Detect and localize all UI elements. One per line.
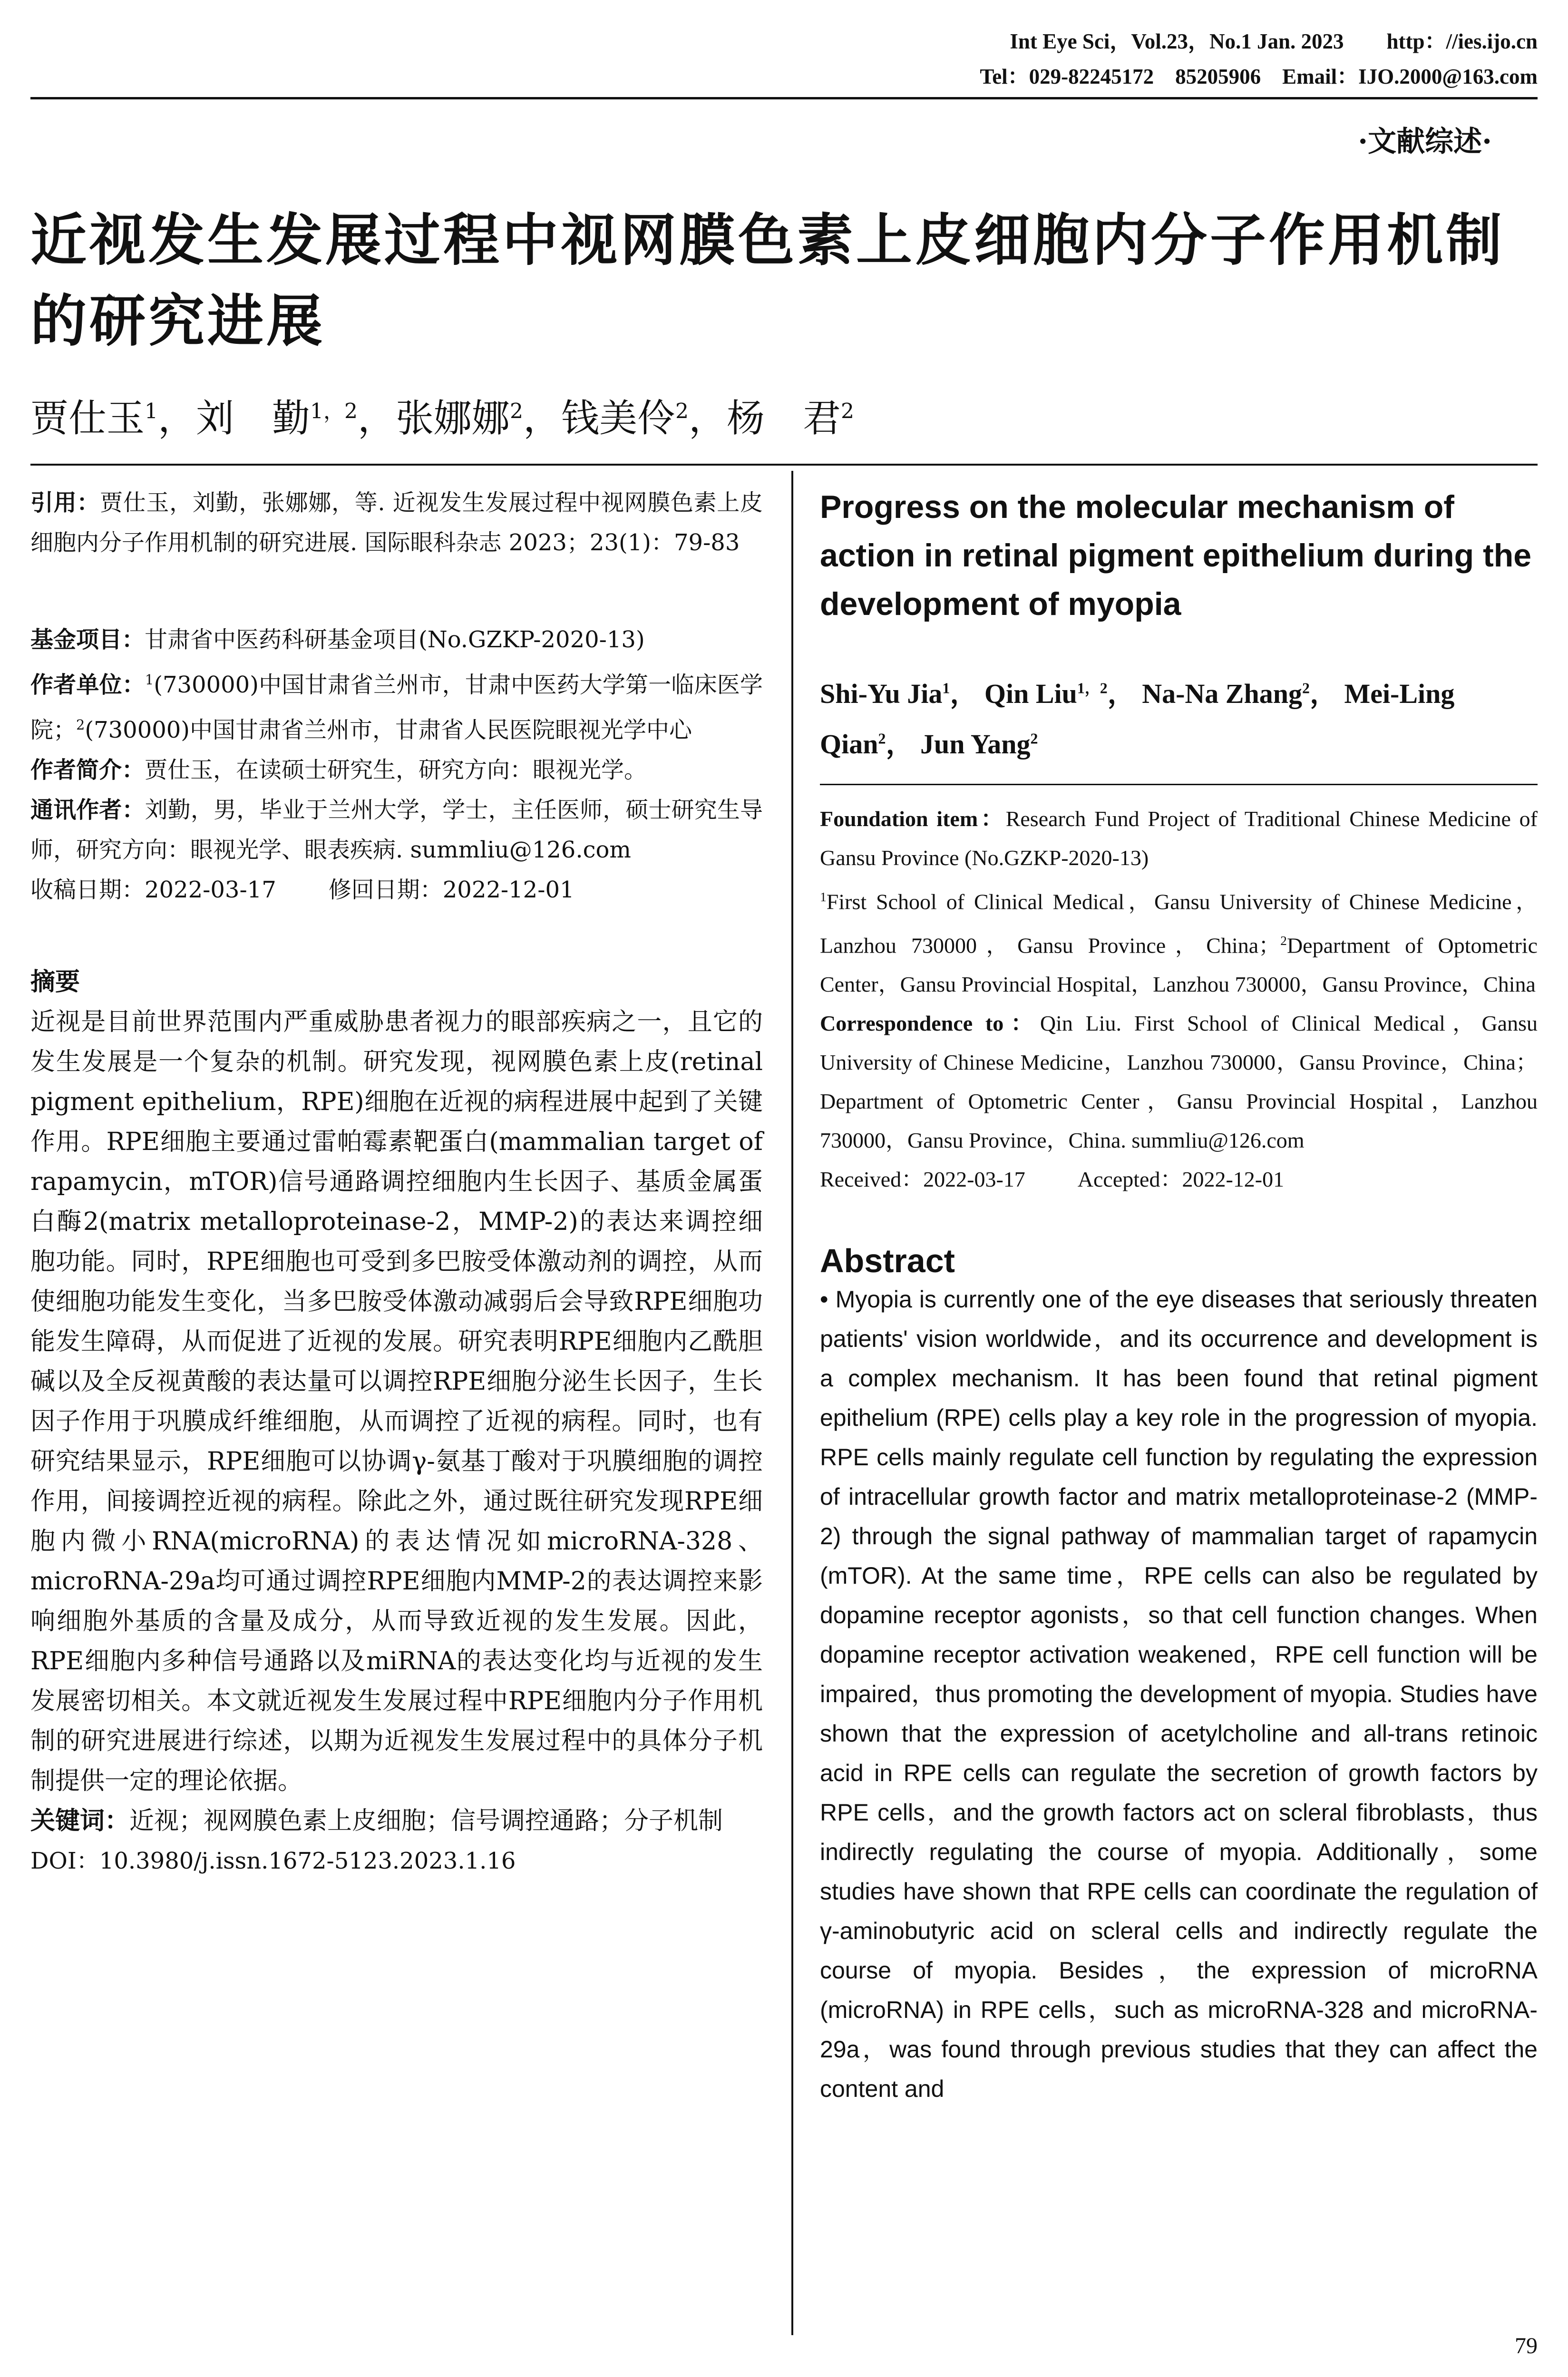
corresponding-author: 通讯作者：刘勤，男，毕业于兰州大学，学士，主任医师，硕士研究生导师，研究方向：眼视光学、眼表疾病. summliu@126.com [30,797,763,863]
left-column [30,483,763,1881]
abstract-body-en: • Myopia is currently one of the eye diseases that seriously threaten patients' vision worldwide，and its occurrence and development is a complex mechanism. It has been found that retinal pigment epithelium (RPE) cells play a key role in the progression of myopia. RPE cells mainly regulate cell function by regulating the expression of intracellular growth factor and matrix metalloproteinase-2 (MMP-2) through the signal pathway of mammalian target of rapamycin (mTOR). At the same time，RPE cells can also be regulated by dopamine receptor agonists，so that cell function changes. When dopamine receptor activation weakened，RPE cell function will be impaired，thus promoting the development of myopia. Studies have shown that the expression of acetylcholine and all-trans retinoic acid in RPE cells can regulate the secretion of growth factors by RPE cells，and the growth factors act on scleral fibroblasts，thus indirectly regulating the course of myopia. Additionally，some studies have shown that RPE cells can coordinate the regulation of γ-aminobutyric acid on scleral cells and indirectly regulate the course of myopia. Besides，the expression of microRNA (microRNA) in RPE cells，such as microRNA-328 and microRNA-29a，was found through previous studies that they can affect the content and [820,1286,1538,2103]
author-en: Jun Yang$^2$ [920,728,1038,760]
author-bio: 作者简介：贾仕玉，在读硕士研究生，研究方向：眼视光学。 [30,757,647,783]
author-zh: 杨 君$^2$ [727,396,854,440]
revised-date-zh: 修回日期：2022-12-01 [328,877,575,903]
author-en: Shi-Yu Jia$^1$， [820,678,978,710]
affiliation-info: 作者单位：$^1$(730000)中国甘肃省兰州市，甘肃中医药大学第一临床医学院；$^2$(730000)中国甘肃省兰州市，甘肃省人民医院眼视光学中心 [30,672,763,743]
abstract-heading-zh: 摘要 [30,968,80,996]
abstract-body-zh: 近视是目前世界范围内严重威胁患者视力的眼部疾病之一，且它的发生发展是一个复杂的机制。研究发现，视网膜色素上皮(retinal pigment epithelium，RPE)细胞在近视的病程进展中起到了关键作用。RPE细胞主要通过雷帕霉素靶蛋白(mammalian target of rapamycin，mTOR)信号通路调控细胞内生长因子、基质金属蛋白酶2(matrix metalloproteinase-2，MMP-2)的表达来调控细胞功能。同时，RPE细胞也可受到多巴胺受体激动剂的调控，从而使细胞功能发生变化，当多巴胺受体激动减弱后会导致RPE细胞功能发生障碍，从而促进了近视的发展。研究表明RPE细胞内乙酰胆碱以及全反视黄酸的表达量可以调控RPE细胞分泌生长因子，生长因子作用于巩膜成纤维细胞，从而调控了近视的病程。同时，也有研究结果显示，RPE细胞可以协调γ-氨基丁酸对于巩膜细胞的调控作用，间接调控近视的病程。除此之外，通过既往研究发现RPE细胞内微小RNA(microRNA)的表达情况如microRNA-328、microRNA-29a均可通过调控RPE细胞内MMP-2的表达调控来影响细胞外基质的含量及成分，从而导致近视的发生发展。因此，RPE细胞内多种信号通路以及miRNA的表达变化均与近视的发生发展密切相关。本文就近视发生发展过程中RPE细胞内分子作用机制的研究进展进行综述，以期为近视发生发展过程中的具体分子机制提供一定的理论依据。 [30,1008,763,1795]
accepted-date-en: Accepted：2022-12-01 [1077,1167,1285,1192]
keywords-zh: 关键词：近视；视网膜色素上皮细胞；信号调控通路；分子机制 [30,1807,723,1835]
header-rule [30,97,1538,99]
title-divider [30,464,1538,466]
author-zh: 贾仕玉$^1$， [30,396,196,440]
journal-contact-line: Tel：029-82245172 85205906 Email：IJO.2000@163.com [980,65,1538,88]
section-tag: ·文献综述· [1358,125,1492,158]
author-en: Qin Liu$^{1,2}$， [984,678,1135,710]
right-column [820,483,1538,2109]
journal-header [980,24,1538,94]
citation-text: 贾仕玉，刘勤，张娜娜，等. 近视发生发展过程中视网膜色素上皮细胞内分子作用机制的研究进展. 国际眼科杂志 2023；23(1)：79-83 [30,489,763,556]
journal-info-line: Int Eye Sci，Vol.23，No.1 Jan. 2023 http：//ies.ijo.cn [1010,29,1538,53]
citation-label: 引用： [30,489,100,516]
author-en: Mei-Ling Qian$^2$， [820,678,1455,760]
fund-info: 基金项目：甘肃省中医药科研基金项目(No.GZKP-2020-13) [30,626,645,653]
dates-en [820,1160,1538,1199]
author-zh: 刘 勤$^{1,2}$， [196,396,396,440]
author-en: Na-Na Zhang$^2$， [1142,678,1337,710]
article-title-zh: 近视发生发展过程中视网膜色素上皮细胞内分子作用机制的研究进展 [30,207,1505,354]
page-number: 79 [1515,2333,1538,2358]
column-divider [791,471,793,2335]
affiliation-info-en: $^1$First School of Clinical Medical，Gansu University of Chinese Medicine，Lanzhou 730000，Gansu Province，China；$^2$Department of Optometric Center，Gansu Provincial Hospital，Lanzhou 730000，Gansu Province，China [820,889,1538,997]
abstract-heading-en: Abstract [820,1242,955,1280]
info-block-en [820,799,1538,1199]
correspondence-en: Correspondence to：Qin Liu. First School of Clinical Medical，Gansu University of Chinese Medicine，Lanzhou 730000，Gansu Province，China；Department of Optometric Center，Gansu Provincial Hospital，Lanzhou 730000，Gansu Province，China. summliu@126.com [820,1011,1538,1153]
received-date-zh: 收稿日期：2022-03-17 [30,877,276,903]
author-list-zh [30,385,854,445]
author-list-en [820,666,1538,767]
dates-zh [30,870,763,910]
article-title-en: Progress on the molecular mechanism of action in retinal pigment epithelium during the development of myopia [820,489,1532,622]
received-date-en: Received：2022-03-17 [820,1167,1025,1192]
citation [30,483,763,563]
author-zh: 张娜娜$^2$， [396,396,561,440]
author-zh: 钱美伶$^2$， [561,396,727,440]
doi: DOI：10.3980/j.issn.1672-5123.2023.1.16 [30,1848,516,1874]
fund-info-en: Foundation item：Research Fund Project of Traditional Chinese Medicine of Gansu Province (No.GZKP-2020-13) [820,806,1538,870]
